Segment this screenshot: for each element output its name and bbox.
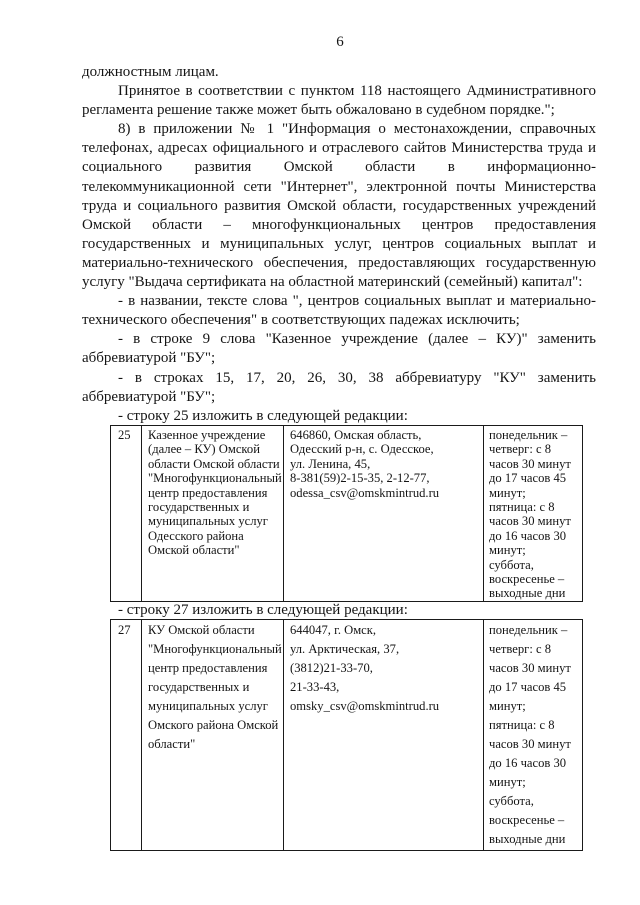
text-line: телекоммуникационной сети "Интернет", электронной почты Министерства	[82, 178, 596, 195]
text-line: телефонах, адресах официального и отраслевого сайтов Министерства труда и	[82, 140, 596, 157]
text-line: - в названии, тексте слова ", центров социальных выплат и материально-	[118, 293, 596, 310]
cell-line: минут;	[489, 543, 526, 558]
cell-line: Казенное учреждение	[148, 428, 266, 442]
cell-line: государственных и	[148, 499, 250, 514]
cell-line: минут;	[489, 699, 526, 713]
cell-line: пятница: с 8	[489, 718, 555, 732]
cell-line: 644047, г. Омск,	[290, 623, 377, 637]
text-line: государственных и муниципальных услуг, центров социальных выплат и	[82, 235, 596, 252]
cell-line: выходные дни	[489, 586, 566, 601]
cell-line: Одесского района	[148, 528, 244, 543]
email-address: omsky_csv@omskmintrud.ru	[290, 699, 440, 713]
cell-line: до 17 часов 45	[489, 471, 567, 486]
document-body	[82, 63, 596, 426]
cell-line: суббота,	[489, 557, 534, 572]
cell-line: выходные дни	[489, 832, 566, 846]
cell-line: "Многофункциональный	[148, 471, 282, 486]
row-number-cell	[111, 620, 141, 850]
row-25-table	[110, 425, 583, 602]
cell-line: Омского района Омской	[148, 718, 279, 732]
text-line: материально-технического обеспечения, предоставляющих государственную	[82, 254, 596, 271]
cell-line: воскресенье –	[489, 813, 565, 827]
cell-line: "Многофункциональный	[148, 642, 282, 656]
text-line: - в строках 15, 17, 20, 26, 30, 38 аббревиатуру "КУ" заменить	[118, 369, 596, 386]
cell-line: часов 30 минут	[489, 514, 571, 529]
row-27-table	[110, 619, 583, 851]
cell-line: муниципальных услуг	[148, 514, 268, 529]
row-number-cell	[111, 426, 141, 601]
text-line: 8) в приложении № 1 "Информация о местонахождении, справочных	[118, 121, 596, 138]
text-line: Омской области – многофункциональных центров предоставления	[82, 216, 596, 233]
cell-line: Омской области"	[148, 543, 240, 558]
cell-line: четверг: с 8	[489, 642, 552, 656]
page-number: 6	[336, 34, 344, 50]
cell-line: часов 30 минут	[489, 737, 571, 751]
cell-line: области Омской области	[148, 456, 280, 471]
address-contacts-cell	[283, 620, 483, 850]
cell-line: муниципальных услуг	[148, 699, 268, 713]
institution-name-cell	[141, 426, 283, 601]
row-number: 27	[118, 623, 131, 637]
cell-line: КУ Омской области	[148, 623, 255, 637]
text-line: регламента решение также может быть обжаловано в судебном порядке.";	[82, 102, 555, 119]
email-address: odessa_csv@omskmintrud.ru	[290, 485, 440, 500]
cell-line: часов 30 минут	[489, 661, 571, 675]
cell-line: четверг: с 8	[489, 442, 552, 457]
cell-line: Одесский р-н, с. Одесское,	[290, 442, 434, 457]
cell-line: ул. Арктическая, 37,	[290, 642, 400, 656]
cell-line: суббота,	[489, 794, 534, 808]
working-hours-cell	[483, 426, 582, 601]
text-line: труда и социального развития Омской области, государственных учреждений	[82, 197, 596, 214]
cell-line: области"	[148, 737, 196, 751]
cell-line: воскресенье –	[489, 571, 565, 586]
cell-line: понедельник –	[489, 623, 568, 637]
text-line: - в строке 9 слова "Казенное учреждение (далее – КУ)" заменить	[118, 331, 596, 348]
cell-line: понедельник –	[489, 428, 568, 442]
cell-line: минут;	[489, 775, 526, 789]
cell-line: 646860, Омская область,	[290, 428, 422, 442]
text-line: аббревиатурой "БУ";	[82, 388, 216, 405]
phone-numbers: (3812)21-33-70,	[290, 661, 373, 675]
phone-numbers: 8-381(59)2-15-35, 2-12-77,	[290, 471, 430, 486]
cell-line: часов 30 минут	[489, 456, 571, 471]
text-line: социального развития Омской области в информационно-	[82, 159, 596, 176]
cell-line: центр предоставления	[148, 485, 268, 500]
text-line: - строку 27 изложить в следующей редакции:	[118, 602, 408, 618]
text-line: технического обеспечения" в соответствующих падежах исключить;	[82, 312, 520, 329]
cell-line: пятница: с 8	[489, 499, 555, 514]
cell-line: до 16 часов 30	[489, 528, 567, 543]
text-line: услугу "Выдача сертификата на областной материнский (семейный) капитал":	[82, 274, 583, 291]
text-line: Принятое в соответствии с пунктом 118 настоящего Административного	[118, 83, 596, 100]
cell-line: ул. Ленина, 45,	[290, 456, 371, 471]
cell-line: до 17 часов 45	[489, 680, 567, 694]
phone-numbers: 21-33-43,	[290, 680, 340, 694]
cell-line: государственных и	[148, 680, 250, 694]
cell-line: центр предоставления	[148, 661, 268, 675]
row-number: 25	[118, 428, 131, 442]
cell-line: до 16 часов 30	[489, 756, 567, 770]
cell-line: минут;	[489, 485, 526, 500]
address-contacts-cell	[283, 426, 483, 601]
text-line: аббревиатурой "БУ";	[82, 350, 216, 367]
text-line: - строку 25 изложить в следующей редакции:	[118, 407, 408, 424]
text-line: должностным лицам.	[82, 64, 219, 80]
cell-line: (далее – КУ) Омской	[148, 442, 260, 457]
institution-name-cell	[141, 620, 283, 850]
working-hours-cell	[483, 620, 582, 850]
